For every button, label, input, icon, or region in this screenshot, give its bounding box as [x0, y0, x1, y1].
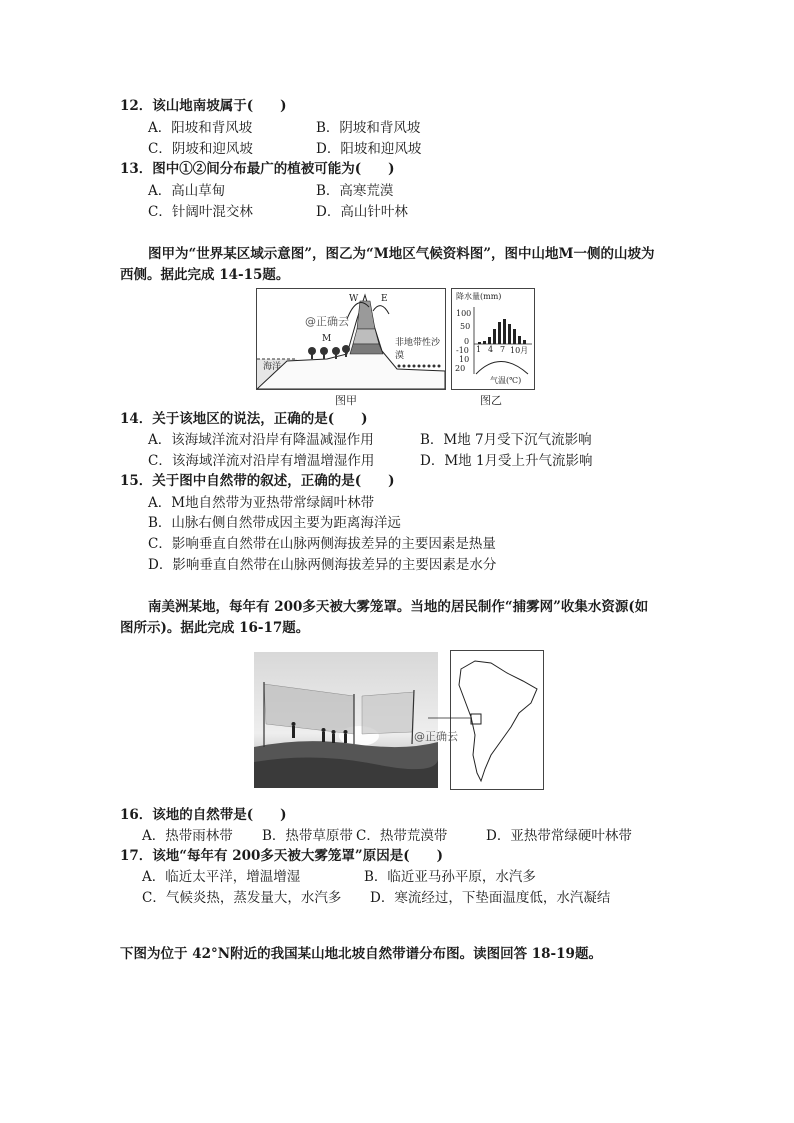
fig-yi-caption: 图乙 — [480, 394, 502, 407]
q15-option-a: A．M地自然带为亚热带常绿阔叶林带 — [148, 495, 375, 511]
q13-option-a: A．高山草甸 — [148, 183, 226, 199]
fig-yi-ytick-10: 10 — [459, 355, 470, 364]
q14-option-a: A．该海域洋流对沿岸有降温减湿作用 — [148, 432, 374, 448]
q17-option-a: A．临近太平洋，增温增湿 — [142, 869, 301, 885]
fig-jia-label-sea: 海洋 — [263, 362, 282, 372]
q14-option-b: B．M地 7月受下沉气流影响 — [420, 432, 592, 448]
fig-yi-ytick-100: 100 — [456, 309, 472, 318]
fig-jia-label-e: E — [381, 294, 388, 304]
q16-option-b: B．热带草原带 — [262, 828, 353, 844]
q13-stem: 13．图中①②间分布最广的植被可能为( ) — [120, 161, 395, 177]
q15-stem: 15．关于图中自然带的叙述，正确的是( ) — [120, 473, 395, 489]
q14-option-d: D．M地 1月受上升气流影响 — [420, 453, 593, 469]
fig-yi-ytick-20: 20 — [455, 364, 466, 373]
photo-map-connector — [428, 712, 478, 724]
q16-stem: 16．该地的自然带是( ) — [120, 807, 287, 823]
fig-jia-label-w: W — [349, 294, 359, 304]
q16-option-c: C．热带荒漠带 — [356, 828, 448, 844]
fig-jia-label-m: M — [322, 334, 332, 344]
fig-jia-label-desert: 非地带性沙漠 — [395, 338, 441, 361]
intro16-line1: 南美洲某地，每年有 200多天被大雾笼罩。当地的居民制作“捕雾网”收集水资源(如 — [148, 599, 649, 615]
q12-option-d: D．阳坡和迎风坡 — [316, 141, 422, 157]
q12-option-c: C．阴坡和迎风坡 — [148, 141, 253, 157]
q12-option-b: B．阴坡和背风坡 — [316, 120, 421, 136]
photo-watermark: @正确云 — [414, 730, 458, 743]
q17-stem: 17．该地“每年有 200多天被大雾笼罩”原因是( ) — [120, 848, 443, 864]
q16-option-a: A．热带雨林带 — [142, 828, 233, 844]
fig-yi-temp-label: 气温(℃) — [490, 376, 522, 385]
intro18-line1: 下图为位于 42°N附近的我国某山地北坡自然带谱分布图。读图回答 18-19题。 — [120, 946, 602, 962]
intro14-line1: 图甲为“世界某区域示意图”，图乙为“M地区气候资料图”，图中山地M一侧的山坡为 — [148, 246, 655, 262]
q15-option-b: B．山脉右侧自然带成因主要为距离海洋远 — [148, 515, 401, 531]
q17-option-d: D．寒流经过，下垫面温度低，水汽凝结 — [370, 890, 611, 906]
q17-option-c: C．气候炎热，蒸发量大，水汽多 — [142, 890, 342, 906]
q13-option-d: D．高山针叶林 — [316, 204, 408, 220]
q14-stem: 14．关于该地区的说法，正确的是( ) — [120, 411, 368, 427]
q12-stem: 12．该山地南坡属于( ) — [120, 98, 287, 114]
q13-option-c: C．针阔叶混交林 — [148, 204, 253, 220]
q15-option-d: D．影响垂直自然带在山脉两侧海拔差异的主要因素是水分 — [148, 557, 497, 573]
q12-option-a: A．阳坡和背风坡 — [148, 120, 253, 136]
fog-net-photo — [254, 652, 438, 788]
fig-yi-ytick-50: 50 — [460, 322, 471, 331]
temp-curve — [476, 362, 528, 375]
fig-yi-xtick-1: 1 — [476, 345, 482, 354]
intro14-line2: 西侧。据此完成 14-15题。 — [120, 267, 290, 283]
q17-option-b: B．临近亚马孙平原，水汽多 — [364, 869, 536, 885]
fig-yi-precip-label: 降水量(mm) — [456, 292, 502, 301]
q16-option-d: D．亚热带常绿硬叶林带 — [486, 828, 632, 844]
q15-option-c: C．影响垂直自然带在山脉两侧海拔差异的主要因素是热量 — [148, 536, 496, 552]
fig-yi-ytick-0: 0 — [464, 337, 470, 346]
q13-option-b: B．高寒荒漠 — [316, 183, 394, 199]
fig-yi-xtick-10: 10月 — [510, 346, 529, 355]
figure-yi — [451, 288, 535, 390]
fig-yi-ytick-neg10: -10 — [456, 346, 469, 355]
fig-yi-xtick-7: 7 — [500, 345, 506, 354]
intro16-line2: 图所示)。据此完成 16-17题。 — [120, 620, 310, 636]
fog-net-photo-drawing — [254, 652, 438, 788]
fig-jia-watermark: @正确云 — [305, 315, 349, 328]
fig-jia-caption: 图甲 — [335, 394, 357, 407]
precip-bars — [478, 319, 526, 344]
fig-yi-xtick-4: 4 — [488, 345, 494, 354]
q14-option-c: C．该海域洋流对沿岸有增温增湿作用 — [148, 453, 375, 469]
figure-jia — [256, 288, 446, 390]
